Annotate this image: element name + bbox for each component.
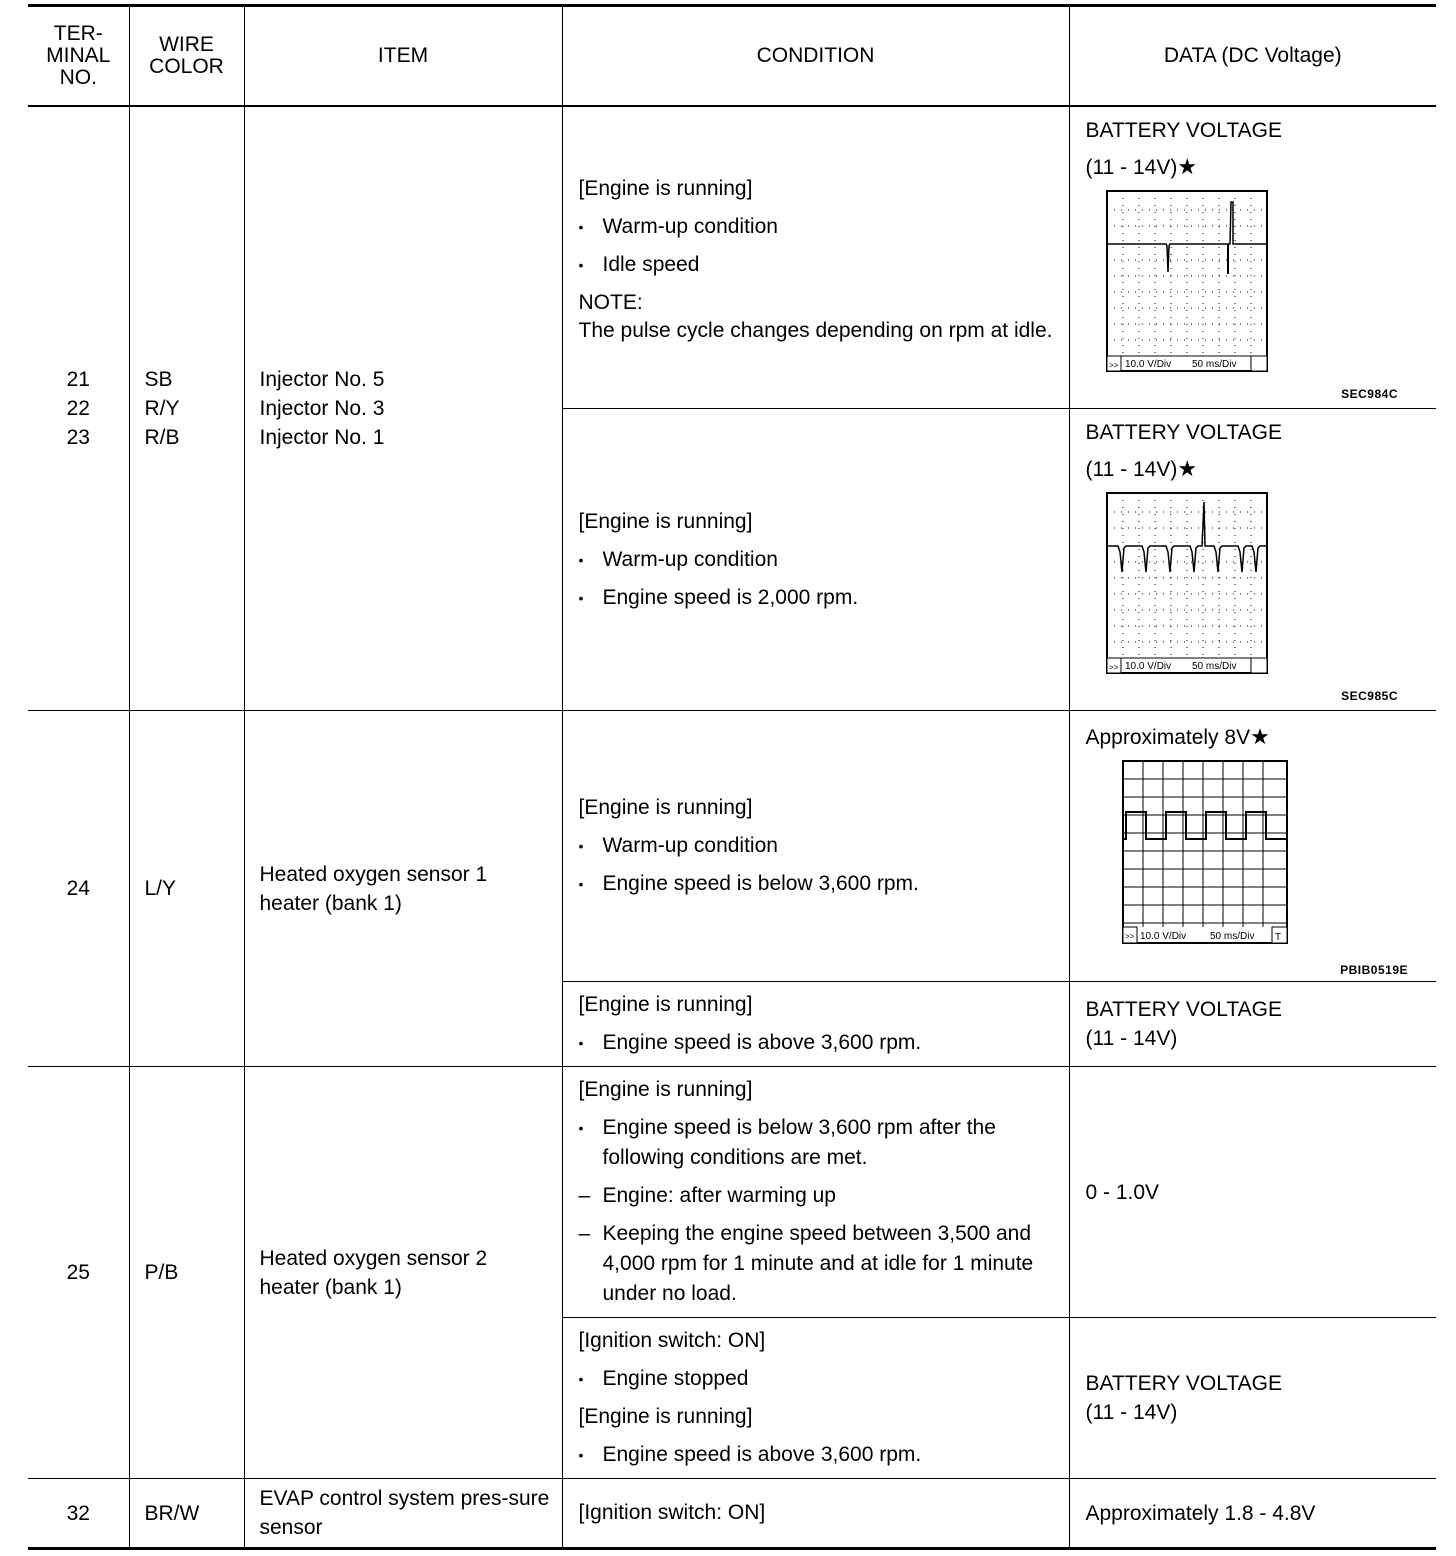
condition-cell xyxy=(562,1479,1069,1549)
condition-cell xyxy=(562,1318,1069,1479)
data-value: BATTERY VOLTAGE xyxy=(1085,998,1282,1021)
svg-text:>>: >> xyxy=(1124,932,1134,941)
item-cell: Injector No. 5 Injector No. 3 Injector No. 1 xyxy=(244,106,562,711)
condition-bullet: • Engine speed is below 3,600 rpm after the following conditions are met. xyxy=(579,1109,1059,1177)
data-cell xyxy=(1069,982,1436,1067)
bullet-icon: • xyxy=(578,1035,584,1051)
star-icon: ★ xyxy=(1177,154,1198,179)
table-row xyxy=(28,106,1436,409)
condition-bullet: • Warm-up condition xyxy=(579,208,1059,246)
condition-cell xyxy=(562,409,1069,711)
bullet-icon: • xyxy=(578,257,584,273)
header-row xyxy=(28,6,1436,107)
condition-bullet: • Engine speed is above 3,600 rpm. xyxy=(579,1436,1059,1474)
item-cell: Heated oxygen sensor 1 heater (bank 1) xyxy=(244,711,562,1067)
condition-cell xyxy=(562,982,1069,1067)
oscilloscope-display xyxy=(1106,190,1270,374)
condition-bullet: • Engine speed is 2,000 rpm. xyxy=(579,579,1059,617)
note-text: The pulse cycle changes depending on rpm at idle. xyxy=(578,319,1053,342)
data-cell xyxy=(1069,106,1436,409)
terminal-data-table xyxy=(28,4,1436,1550)
svg-text:>>: >> xyxy=(1108,361,1118,370)
header-item: ITEM xyxy=(244,6,562,107)
header-terminal-no: TER- MINAL NO. xyxy=(28,6,129,107)
wire-color-cell: SB R/Y R/B xyxy=(129,106,244,711)
data-range: (11 - 14V)★ xyxy=(1085,154,1198,179)
bullet-icon: • xyxy=(578,1120,584,1136)
svg-text:10.0 V/Div: 10.0 V/Div xyxy=(1124,661,1171,672)
header-data: DATA (DC Voltage) xyxy=(1069,6,1436,107)
condition-bullet: • Warm-up condition xyxy=(579,827,1059,865)
data-value: 0 - 1.0V xyxy=(1085,1180,1160,1204)
bullet-icon: • xyxy=(578,1371,584,1387)
data-value: BATTERY VOLTAGE xyxy=(1085,1372,1282,1395)
star-icon: ★ xyxy=(1177,456,1198,481)
svg-text:>>: >> xyxy=(1108,663,1118,672)
oscilloscope-figure xyxy=(1086,756,1427,976)
svg-text:50 ms/Div: 50 ms/Div xyxy=(1191,359,1236,370)
data-range: (11 - 14V) xyxy=(1085,1401,1178,1424)
svg-text:T: T xyxy=(1274,932,1281,943)
data-cell xyxy=(1069,1479,1436,1549)
condition-bullet: • Engine stopped xyxy=(579,1360,1059,1398)
terminal-no-cell: 21 22 23 xyxy=(28,106,129,711)
star-icon: ★ xyxy=(1250,724,1270,749)
data-cell xyxy=(1069,711,1436,982)
item-cell: EVAP control system pres-sure sensor xyxy=(244,1479,562,1549)
data-range: (11 - 14V) xyxy=(1085,1027,1178,1050)
data-cell xyxy=(1069,1067,1436,1318)
wire-color-cell: P/B xyxy=(129,1067,244,1479)
dash-icon: – xyxy=(578,1222,591,1245)
header-wire-color: WIRE COLOR xyxy=(129,6,244,107)
table-row xyxy=(28,1479,1436,1549)
item-cell: Heated oxygen sensor 2 heater (bank 1) xyxy=(244,1067,562,1479)
header-condition: CONDITION xyxy=(562,6,1069,107)
oscilloscope-figure xyxy=(1086,186,1427,408)
svg-text:50 ms/Div: 50 ms/Div xyxy=(1191,661,1236,672)
data-cell xyxy=(1069,1318,1436,1479)
condition-heading: [Engine is running] xyxy=(578,1078,753,1101)
data-cell xyxy=(1069,409,1436,711)
bullet-icon: • xyxy=(578,838,584,854)
svg-text:10.0 V/Div: 10.0 V/Div xyxy=(1124,359,1171,370)
condition-cell xyxy=(562,1067,1069,1318)
condition-cell xyxy=(562,106,1069,409)
figure-code: SEC985C xyxy=(1341,689,1398,703)
svg-text:10.0 V/Div: 10.0 V/Div xyxy=(1139,931,1186,942)
condition-bullet: • Engine speed is above 3,600 rpm. xyxy=(579,1024,1059,1062)
oscilloscope-figure xyxy=(1086,488,1427,710)
bullet-icon: • xyxy=(578,589,584,606)
bullet-icon: • xyxy=(578,876,584,892)
data-value: BATTERY VOLTAGE xyxy=(1085,421,1282,444)
condition-heading: [Engine is running] xyxy=(578,177,753,200)
data-value: Approximately 8V★ xyxy=(1085,724,1270,749)
data-value: Approximately 1.8 - 4.8V xyxy=(1085,1501,1316,1525)
condition-bullet: • Engine speed is below 3,600 rpm. xyxy=(579,865,1059,903)
bullet-icon: • xyxy=(578,1447,584,1463)
figure-code: SEC984C xyxy=(1341,387,1398,401)
note-label: NOTE: xyxy=(578,291,643,314)
data-range: (11 - 14V)★ xyxy=(1085,456,1198,481)
terminal-no-cell: 24 xyxy=(28,711,129,1067)
condition-bullet: • Warm-up condition xyxy=(579,541,1059,579)
bullet-icon: • xyxy=(578,219,584,235)
wire-color-cell: BR/W xyxy=(129,1479,244,1549)
condition-dash-item: – Keeping the engine speed between 3,500 and 4,000 rpm for 1 minute and at idle for 1 minute under no load. xyxy=(579,1215,1059,1313)
wire-color-cell: L/Y xyxy=(129,711,244,1067)
svg-text:50 ms/Div: 50 ms/Div xyxy=(1209,931,1254,942)
condition-bullet: • Idle speed xyxy=(579,246,1059,284)
dash-icon: – xyxy=(578,1184,591,1207)
terminal-no-cell: 25 xyxy=(28,1067,129,1479)
condition-heading: [Engine is running] xyxy=(578,1405,753,1428)
oscilloscope-display xyxy=(1122,760,1292,946)
table-row xyxy=(28,711,1436,982)
condition-cell xyxy=(562,711,1069,982)
oscilloscope-display xyxy=(1106,492,1270,676)
condition-heading: [Engine is running] xyxy=(578,993,753,1016)
condition-dash-item: – Engine: after warming up xyxy=(579,1177,1059,1215)
data-value: BATTERY VOLTAGE xyxy=(1085,119,1282,142)
terminal-no-cell: 32 xyxy=(28,1479,129,1549)
figure-code: PBIB0519E xyxy=(1340,963,1408,977)
condition-heading: [Ignition switch: ON] xyxy=(578,1501,766,1524)
condition-heading: [Engine is running] xyxy=(578,509,753,533)
bullet-icon: • xyxy=(578,551,584,568)
condition-heading: [Ignition switch: ON] xyxy=(578,1329,766,1352)
condition-heading: [Engine is running] xyxy=(578,796,753,819)
table-row xyxy=(28,1067,1436,1318)
